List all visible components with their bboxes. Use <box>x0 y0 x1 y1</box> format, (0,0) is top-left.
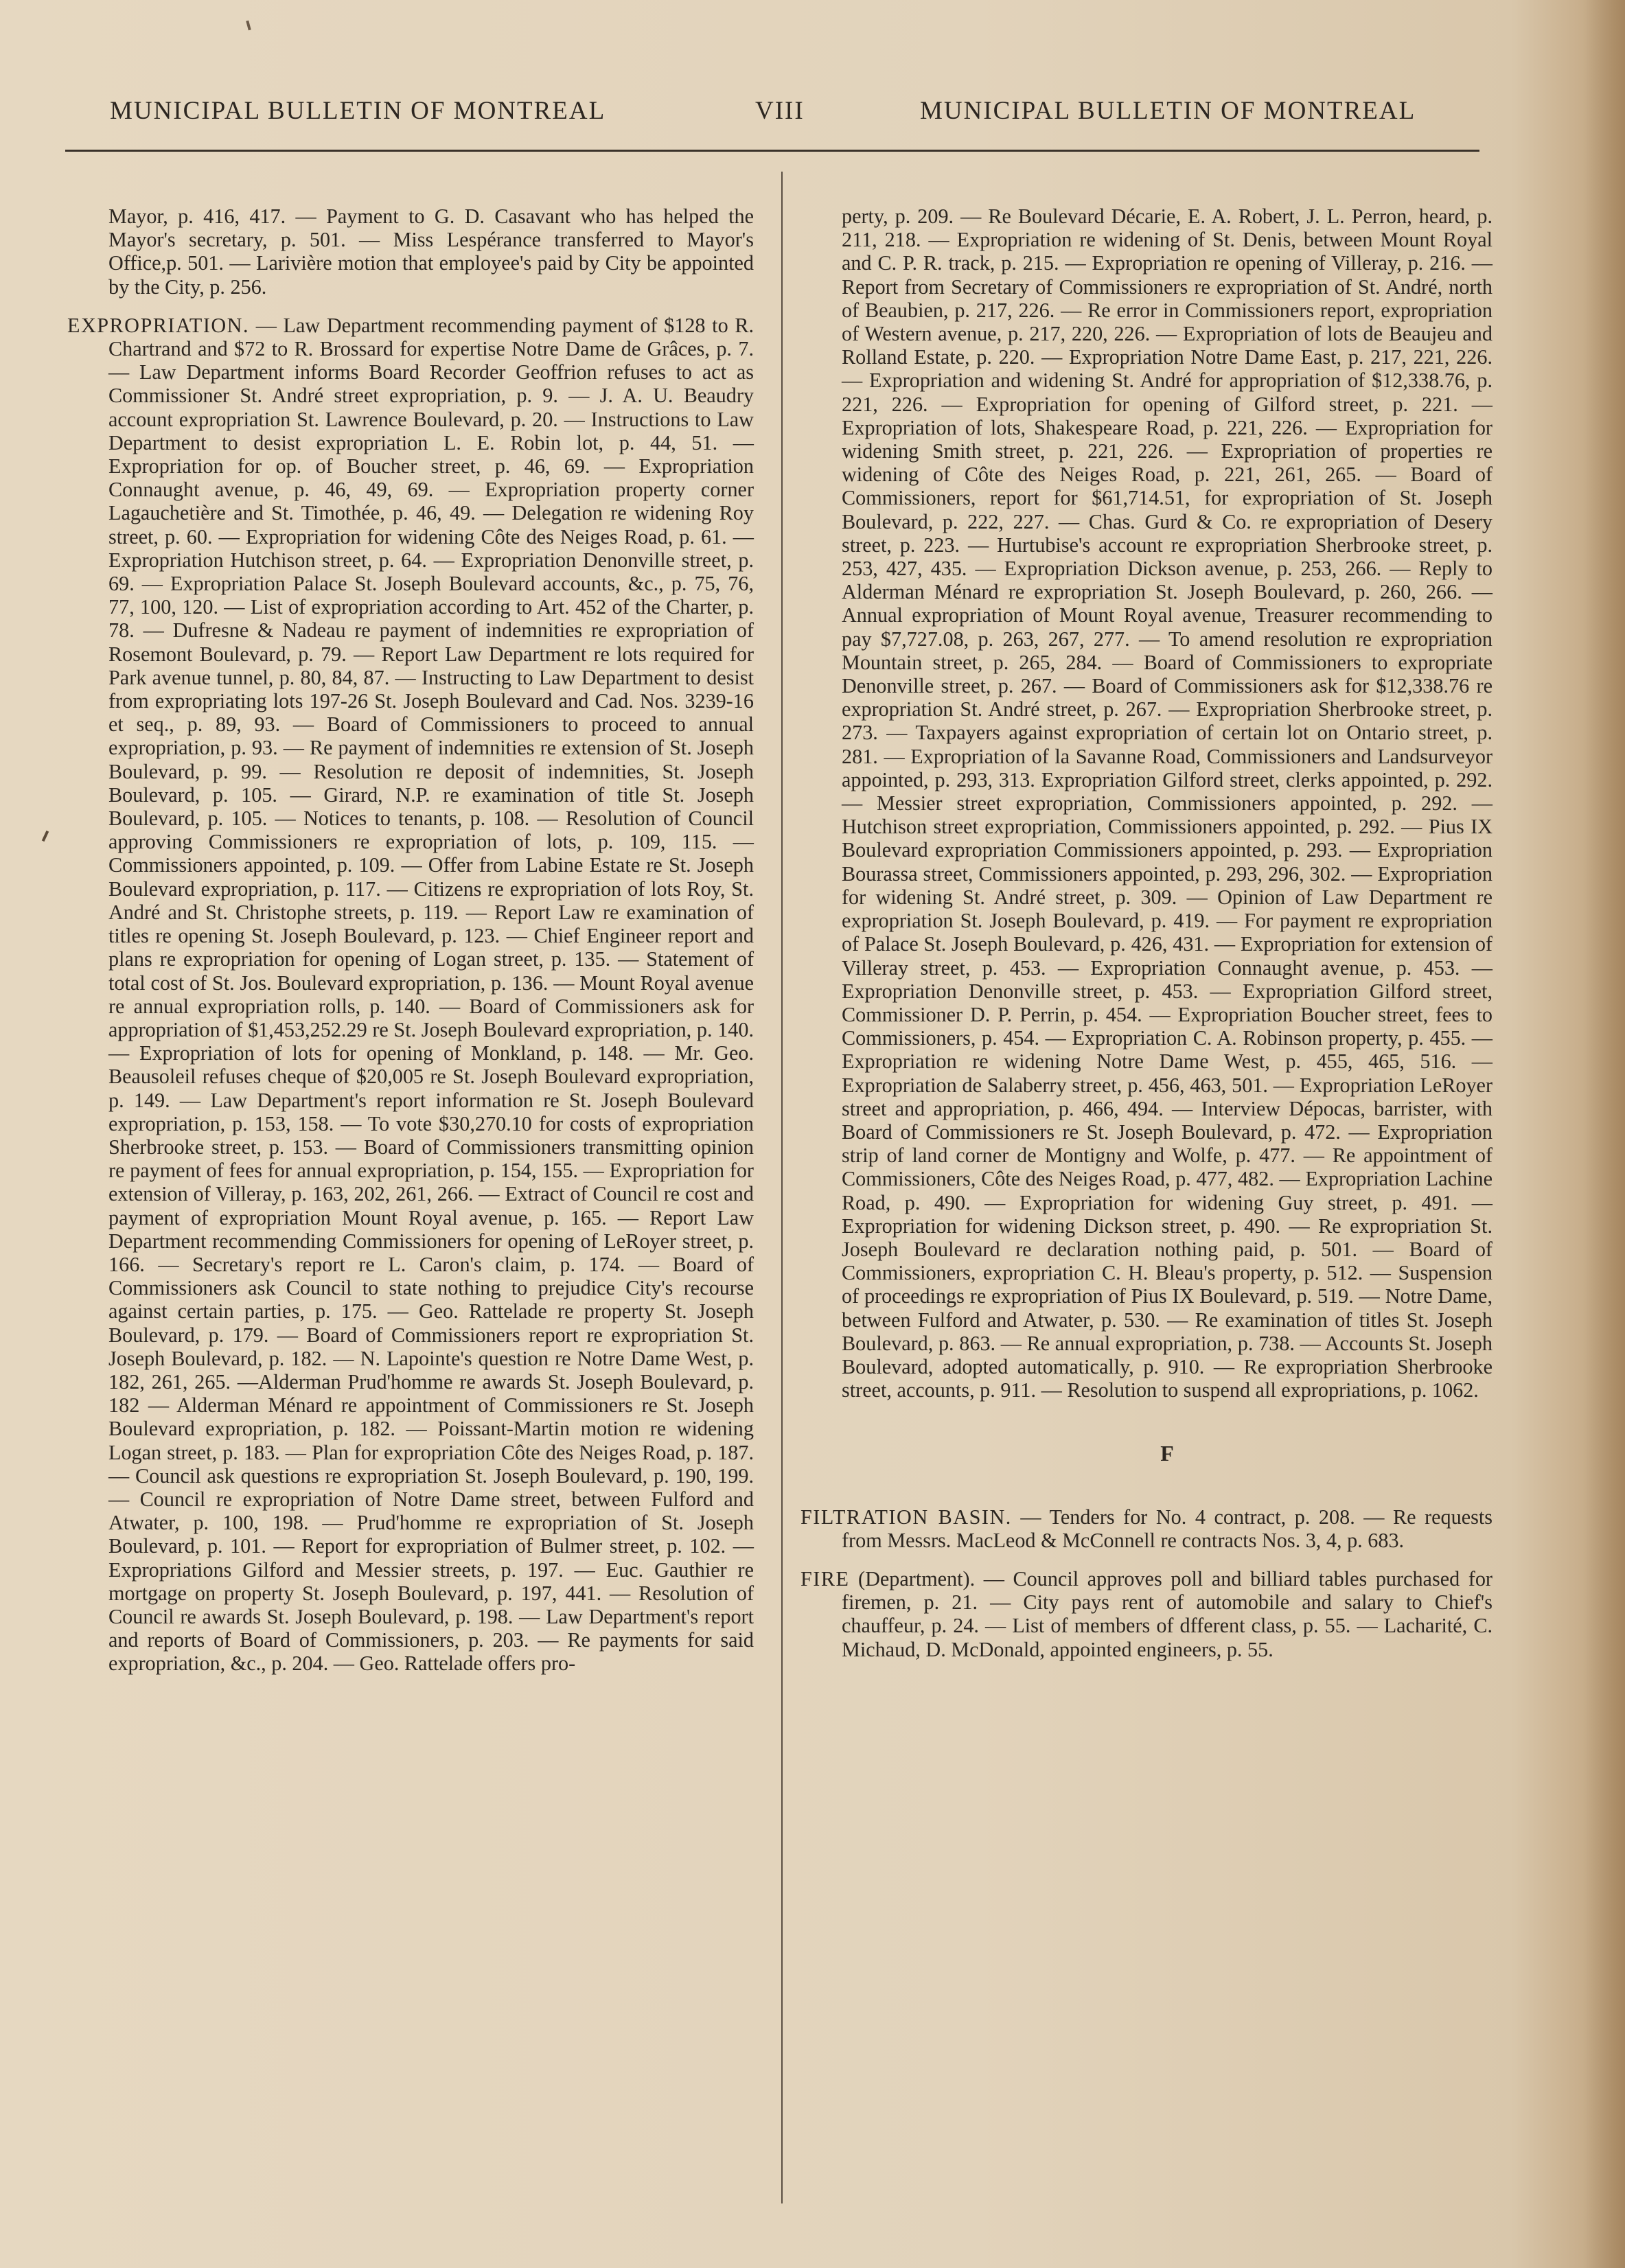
entry-heading: FIRE <box>800 1566 850 1590</box>
page-number: VIII <box>755 97 805 125</box>
index-entry-filtration <box>800 1505 1493 1552</box>
column-divider <box>781 172 783 2203</box>
header-right-title: MUNICIPAL BULLETIN OF MONTREAL <box>920 97 1416 125</box>
index-entry-expropriation-continued: perty, p. 209. — Re Boulevard Décarie, E. A. Robert, J. L. Perron, heard, p. 211, 218. — Expropriation re widening of St. Denis, between Mount Royal and C. P. R. track, p. 215. — Expropriation re opening of Villeray, p. 216. — Report from Secretary of Commissioners re expropriation of St. André, north of Beaubien, p. 217, 226. — Re error in Commissioners report, expropriation of Western avenue, p. 217, 220, 226. — Expropriation of lots de Beaujeu and Rolland Estate, p. 220. — Expropriation Notre Dame East, p. 217, 221, 226. — Expropriation and widening St. André for appropriation of $12,338.76, p. 221, 226. — Expropriation for opening of Gilford street, p. 221. — Expropriation of lots, Shakespeare Road, p. 221, 226. — Expropriation for widening Smith street, p. 221, 226. — Expropriation of properties re widening of Côte des Neiges Road, p. 221, 261, 265. — Board of Commissioners, report for $61,714.51, for expropriation of St. Joseph Boulevard, p. 222, 227. — Chas. Gurd & Co. re expropriation of Desery street, p. 223. — Hurtubise's account re expropriation Sherbrooke street, p. 253, 427, 435. — Expropriation Dickson avenue, p. 253, 266. — Reply to Alderman Ménard re expropriation St. Joseph Boulevard, p. 260, 266. — Annual expropriation of Mount Royal avenue, Treasurer recommending to pay $7,727.08, p. 263, 267, 277. — To amend resolution re expropriation Mountain street, p. 265, 284. — Board of Commissioners to expropriate Denonville street, p. 267. — Board of Commissioners ask for $12,338.76 re expropriation St. André street, p. 267. — Expropriation Sherbrooke street, p. 273. — Taxpayers against expropriation of certain lot on Ontario street, p. 281. — Expropriation of la Savanne Road, Commissioners and Landsurveyor appointed, p. 293, 313. Expropriation Gilford street, clerks appointed, p. 292. — Messier street expropriation, Commissioners appointed, p. 292. — Hutchison street expropriation, Commissioners appointed, p. 292. — Pius IX Boulevard expropriation Commissioners appointed, p. 293. — Expropriation Bourassa street, Commissioners appointed, p. 293, 296, 302. — Expropriation for widening St. André street, p. 309. — Opinion of Law Department re expropriation St. Joseph Boulevard, p. 419. — For payment re expropriation of Palace St. Joseph Boulevard, p. 426, 431. — Expropriation for extension of Villeray street, p. 453. — Expropriation Connaught avenue, p. 453. — Expropriation Denonville street, p. 453. — Expropriation Gilford street, Commissioner D. P. Perrin, p. 454. — Expropriation Boucher street, fees to Commissioners, p. 454. — Expropriation C. A. Robinson property, p. 455. — Expropriation re widening Notre Dame West, p. 455, 465, 516. — Expropriation de Salaberry street, p. 456, 463, 501. — Expropriation LeRoyer street and appropriation, p. 466, 494. — Interview Dépocas, barrister, with Board of Commissioners re St. Joseph Boulevard, p. 472. — Expropriation strip of land corner de Montigny and Wolfe, p. 477. — Re appointment of Commissioners, Côte des Neiges Road, p. 477, 482. — Expropriation Lachine Road, p. 490. — Expropriation for widening Guy street, p. 491. — Expropriation for widening Dickson street, p. 490. — Re expropriation St. Joseph Boulevard re declaration nothing paid, p. 501. — Board of Commissioners, expropriation C. H. Bleau's property, p. 512. — Suspension of proceedings re expropriation of Pius IX Boulevard, p. 519. — Notre Dame, between Fulford and Atwater, p. 530. — Re examination of titles St. Joseph Boulevard, p. 863. — Re annual expropriation, p. 738. — Accounts St. Joseph Boulevard, adopted automatically, p. 910. — Re expropriation Sherbrooke street, accounts, p. 911. — Resolution to suspend all expropriations, p. 1062. <box>842 205 1493 1402</box>
left-column <box>67 205 754 1691</box>
header-left-title: MUNICIPAL BULLETIN OF MONTREAL <box>110 97 606 125</box>
entry-body: — Law Department recommending payment of $128 to R. Chartrand and $72 to R. Brossard for expertise Notre Dame de Grâces, p. 7. — Law Department informs Board Recorder Geoffrion refuses to act as Commissioner St. André street expropriation, p. 9. — J. A. U. Beaudry account expropriation St. Lawrence Boulevard, p. 20. — Instructions to Law Department to desist expropriation L. E. Robin lot, p. 44, 51. — Expropriation for op. of Boucher street, p. 46, 69. — Expropriation Connaught avenue, p. 46, 49, 69. — Expropriation property corner Lagauchetière and St. Timothée, p. 46, 49. — Delegation re widening Roy street, p. 60. — Expropriation for widening Côte des Neiges Road, p. 61. — Expropriation Hutchison street, p. 64. — Expropriation Denonville street, p. 69. — Expropriation Palace St. Joseph Boulevard accounts, &c., p. 75, 76, 77, 100, 120. — List of expropriation according to Art. 452 of the Charter, p. 78. — Dufresne & Nadeau re payment of indemnities re expropriation of Rosemont Boulevard, p. 79. — Report Law Department re lots required for Park avenue tunnel, p. 80, 84, 87. — Instructing to Law Department to desist from expropriating lots 197-26 St. Joseph Boulevard and Cad. Nos. 3239-16 et seq., p. 89, 93. — Board of Commissioners to proceed to annual expropriation, p. 93. — Re payment of indemnities re extension of St. Joseph Boulevard, p. 99. — Resolution re deposit of indemnities, St. Joseph Boulevard, p. 105. — Girard, N.P. re examination of title St. Joseph Boulevard, p. 105. — Notices to tenants, p. 108. — Resolution of Council approving Commissioners re expropriation of lots, p. 109, 115. — Commissioners appointed, p. 109. — Offer from Labine Estate re St. Joseph Boulevard expropriation, p. 117. — Citizens re expropriation of lots Roy, St. André and St. Christophe streets, p. 119. — Report Law re examination of titles re opening St. Joseph Boulevard, p. 123. — Chief Engineer report and plans re expropriation for opening of Logan street, p. 135. — Statement of total cost of St. Jos. Boulevard expropriation, p. 136. — Mount Royal avenue re annual expropriation rolls, p. 140. — Board of Commissioners ask for appropriation of $1,453,252.29 re St. Joseph Boulevard expropriation, p. 140. — Expropriation of lots for opening of Monkland, p. 148. — Mr. Geo. Beausoleil refuses cheque of $20,005 re St. Joseph Boulevard expropriation, p. 149. — Law Department's report information re St. Joseph Boulevard expropriation, p. 153, 158. — To vote $30,270.10 for costs of expropriation Sherbrooke street, p. 153. — Board of Commissioners transmitting opinion re payment of fees for annual expropriation, p. 154, 155. — Expropriation for extension of Villeray, p. 163, 202, 261, 266. — Extract of Council re cost and payment of expropriation Mount Royal avenue, p. 165. — Report Law Department recommending Commissioners for opening of LeRoyer street, p. 166. — Secretary's report re L. Caron's claim, p. 174. — Board of Commissioners ask Council to state nothing to prejudice City's recourse against certain parties, p. 175. — Geo. Rattelade re property St. Joseph Boulevard, p. 179. — Board of Commissioners report re expropriation St. Joseph Boulevard, p. 182. — N. Lapointe's question re Notre Dame West, p. 182, 261, 265. —Alderman Prud'homme re awards St. Joseph Boulevard, p. 182 — Alderman Ménard re appointment of Commissioners re St. Joseph Boulevard expropriation, p. 182. — Poissant-Martin motion re widening Logan street, p. 183. — Plan for expropriation Côte des Neiges Road, p. 187. — Council ask questions re expropriation St. Joseph Boulevard, p. 190, 199. — Council re expropriation of Notre Dame street, between Fulford and Atwater, p. 100, 198. — Prud'homme re expropriation of St. Joseph Boulevard, p. 101. — Report for expropriation of Bulmer street, p. 102. — Expropriations Gilford and Messier streets, p. 197. — Euc. Gauthier re mortgage on property St. Joseph Boulevard, p. 197, 441. — Resolution of Council re awards St. Joseph Boulevard, p. 198. — Law Department's report and reports of Board of Commissioners, p. 203. — Re payments for said expropriation, &c., p. 204. — Geo. Rattelade offers pro- <box>108 313 754 1676</box>
running-header <box>69 96 1497 137</box>
index-entry-mayor-continued: Mayor, p. 416, 417. — Payment to G. D. Casavant who has helped the Mayor's secretary, p. 501. — Miss Lespérance transferred to Mayor's Office,p. 501. — Larivière motion that employee's paid by City be appointed by the City, p. 256. <box>108 205 754 299</box>
ink-mark <box>246 21 251 31</box>
section-letter: F <box>1160 1441 1174 1466</box>
index-entry-fire <box>800 1566 1493 1661</box>
entry-body: — Tenders for No. 4 contract, p. 208. — Re requests from Messrs. MacLeod & McConnell re contracts Nos. 3, 4, p. 683. <box>842 1505 1493 1552</box>
page-spine-shadow <box>1584 0 1625 2268</box>
entry-heading: FILTRATION BASIN. <box>800 1505 1012 1529</box>
entry-body: (Department). — Council approves poll and billiard tables purchased for firemen, p. 21. — City pays rent of automobile and salary to Chief's chauffeur, p. 24. — List of members of dfferent class, p. 55. — Lacharité, C. Michaud, D. McDonald, appointed engineers, p. 55. <box>842 1566 1493 1661</box>
header-rule <box>65 150 1479 152</box>
margin-mark <box>42 831 49 842</box>
right-column <box>800 205 1493 1676</box>
entry-heading: EXPROPRIATION. <box>67 313 250 337</box>
index-entry-expropriation <box>67 313 754 1676</box>
